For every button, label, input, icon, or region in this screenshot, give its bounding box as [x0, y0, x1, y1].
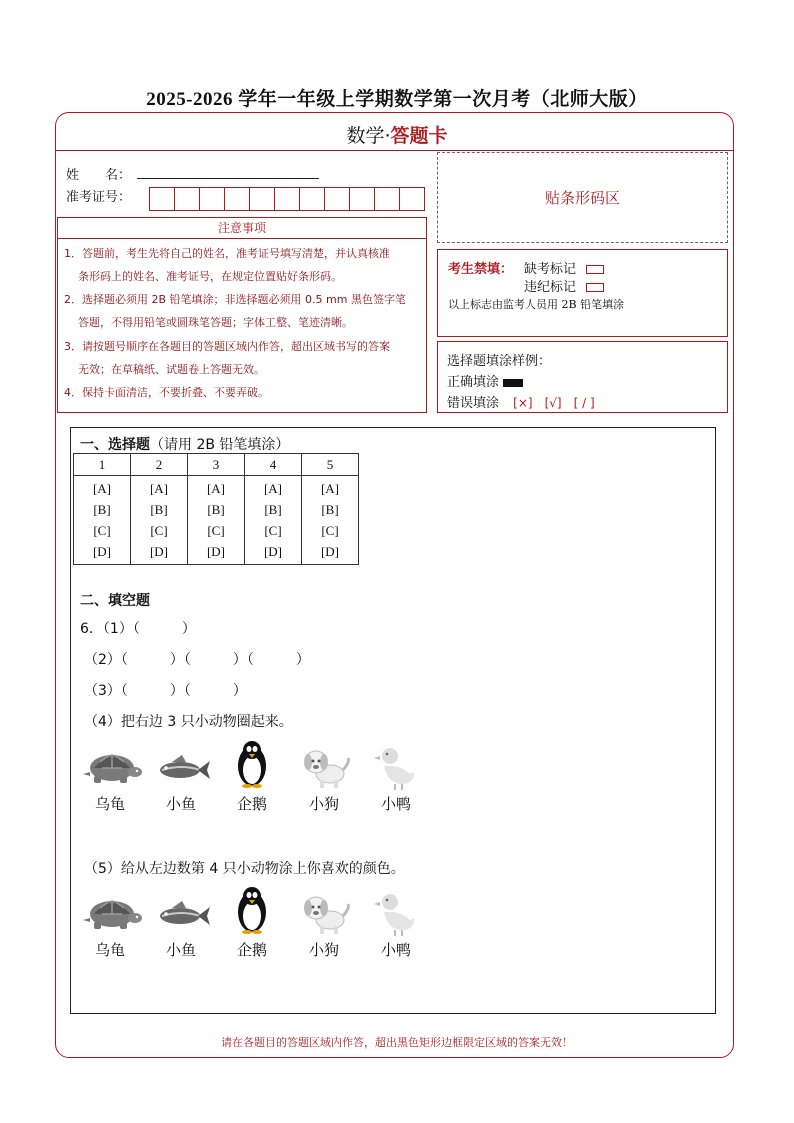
options-q4[interactable]: [A] [B] [C] [D] [245, 476, 302, 565]
question-number: 4 [245, 454, 302, 476]
staff-only-box [437, 249, 728, 337]
exam-id-cell[interactable] [399, 187, 425, 211]
exam-id-cell[interactable] [274, 187, 300, 211]
animal-label-dog: 小狗 [308, 941, 339, 959]
fill-sample-box [437, 341, 728, 413]
correct-fill-mark [503, 379, 523, 387]
footer-warning: 请在各题目的答题区域内作答，超出黑色矩形边框限定区域的答案无效！ [221, 1036, 573, 1049]
exam-id-label: 准考证号： [66, 190, 132, 205]
animal-label-turtle: 乌龟 [94, 941, 125, 959]
violation-mark-label: 违纪标记 [524, 280, 577, 295]
notice-item: 条形码上的姓名、准考证号，在规定位置贴好条形码。 [78, 270, 342, 283]
section1-heading [80, 434, 289, 454]
dog-icon[interactable] [296, 890, 354, 938]
question-number: 3 [188, 454, 245, 476]
exam-id-cell[interactable] [374, 187, 400, 211]
notice-item: 答题，不得用铅笔或圆珠笔答题；字体工整、笔迹清晰。 [78, 316, 353, 329]
choice-grid [73, 453, 359, 565]
name-label: 姓 名： [66, 168, 132, 183]
exam-id-cell[interactable] [199, 187, 225, 211]
card-title [0, 121, 794, 148]
animal-label-fish: 小鱼 [165, 941, 196, 959]
notice-box [57, 217, 427, 413]
card-subject: 数学· [346, 125, 391, 147]
barcode-label: 贴条形码区 [544, 189, 620, 207]
duck-icon[interactable] [374, 890, 418, 938]
animal-label-duck: 小鸭 [380, 795, 411, 813]
absent-mark-row [524, 258, 604, 277]
animal-label-penguin: 企鹅 [236, 795, 267, 813]
animal-label-fish: 小鱼 [165, 795, 196, 813]
absent-mark-box[interactable] [586, 265, 604, 274]
violation-mark-box[interactable] [586, 283, 604, 292]
correct-sample-label: 正确填涂 [447, 375, 500, 390]
ban-label: 考生禁填： [448, 262, 514, 277]
q6-3[interactable]: （3）（ ）（ ） [84, 683, 247, 699]
absent-mark-label: 缺考标记 [524, 262, 577, 277]
exam-id-cell[interactable] [174, 187, 200, 211]
exam-id-cell[interactable] [299, 187, 325, 211]
q6-2[interactable]: （2）（ ）（ ）（ ） [84, 652, 310, 668]
penguin-icon[interactable] [228, 886, 276, 936]
section2-title: 二、填空题 [80, 593, 150, 609]
section1-title: 一、选择题 [80, 437, 150, 453]
violation-mark-row [524, 276, 604, 295]
question-number: 1 [74, 454, 131, 476]
correct-sample-row [447, 371, 523, 390]
options-q2[interactable]: [A] [B] [C] [D] [131, 476, 188, 565]
ban-note: 以上标志由监考人员用 2B 铅笔填涂 [448, 298, 625, 311]
dog-icon[interactable] [296, 744, 354, 792]
q6-1[interactable]: 6．（1）（ ） [80, 621, 196, 637]
animal-label-duck: 小鸭 [380, 941, 411, 959]
wrong-sample-marks: [×] [√] [ / ] [513, 396, 595, 410]
wrong-sample-row [447, 392, 595, 411]
duck-icon[interactable] [374, 744, 418, 792]
question-number: 2 [131, 454, 188, 476]
q6-4: （4）把右边 3 只小动物圈起来。 [84, 714, 293, 730]
exam-id-cell[interactable] [224, 187, 250, 211]
exam-id-boxes[interactable] [150, 187, 425, 211]
options-q3[interactable]: [A] [B] [C] [D] [188, 476, 245, 565]
exam-id-cell[interactable] [249, 187, 275, 211]
options-q1[interactable]: [A] [B] [C] [D] [74, 476, 131, 565]
animal-label-penguin: 企鹅 [236, 941, 267, 959]
animal-label-dog: 小狗 [308, 795, 339, 813]
card-title-highlight: 答题卡 [390, 125, 448, 147]
notice-item: 1．答题前，考生先将自己的姓名，准考证号填写清楚，并认真核准 [64, 247, 390, 260]
notice-item: 2．选择题必须用 2B 铅笔填涂；非选择题必须用 0.5 mm 黑色签字笔 [64, 293, 406, 306]
section1-note: （请用 2B 铅笔填涂） [150, 437, 290, 453]
exam-id-cell[interactable] [324, 187, 350, 211]
fish-icon[interactable] [152, 750, 212, 790]
penguin-icon[interactable] [228, 740, 276, 790]
page-title: 2025-2026 学年一年级上学期数学第一次月考（北师大版） [146, 89, 648, 110]
notice-item: 4．保持卡面清洁，不要折叠、不要弄破。 [64, 386, 269, 399]
sample-title: 选择题填涂样例： [447, 354, 552, 369]
notice-item: 3．请按题号顺序在各题目的答题区域内作答，超出区域书写的答案 [64, 340, 390, 353]
turtle-icon[interactable] [80, 746, 146, 790]
notice-item: 无效；在草稿纸、试题卷上答题无效。 [78, 363, 265, 376]
options-q5[interactable]: [A] [B] [C] [D] [302, 476, 359, 565]
barcode-area [437, 152, 728, 243]
notice-heading: 注意事项 [58, 218, 426, 239]
exam-id-cell[interactable] [149, 187, 175, 211]
q6-5: （5）给从左边数第 4 只小动物涂上你喜欢的颜色。 [84, 861, 405, 877]
fish-icon[interactable] [152, 896, 212, 936]
exam-id-cell[interactable] [349, 187, 375, 211]
card-title-divider [56, 150, 733, 151]
name-field[interactable] [137, 178, 319, 179]
wrong-sample-label: 错误填涂 [447, 396, 500, 411]
animal-label-turtle: 乌龟 [94, 795, 125, 813]
question-number: 5 [302, 454, 359, 476]
turtle-icon[interactable] [80, 892, 146, 936]
